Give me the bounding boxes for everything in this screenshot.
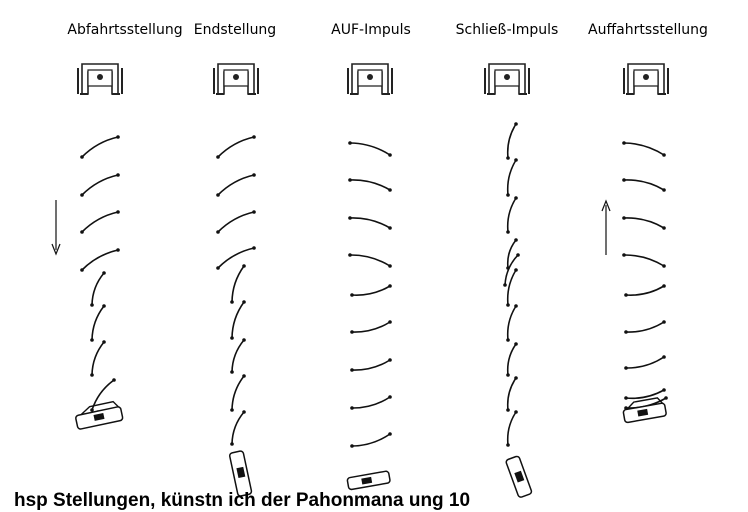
- arm-segment-icon: [232, 412, 244, 444]
- arm-segment-icon: [350, 143, 390, 155]
- monitor-base-icon: [74, 400, 123, 429]
- column-title-auf-impuls: AUF-Impuls: [331, 22, 411, 38]
- arm-segment-icon: [508, 270, 516, 305]
- arm-segment-icon: [82, 175, 118, 195]
- arm-segment-icon: [508, 124, 516, 158]
- column-title-auffahrtsstellung: Auffahrtsstellung: [588, 22, 708, 38]
- arm-segment-icon: [350, 218, 390, 228]
- arm-segment-icon: [218, 248, 254, 268]
- arm-segment-icon: [624, 218, 664, 228]
- arm-segment-icon: [626, 286, 664, 295]
- arm-segment-icon: [352, 322, 390, 332]
- arm-segment-icon: [352, 397, 390, 408]
- tabletop-mount-icon: [348, 64, 392, 94]
- arm-segment-icon: [82, 250, 118, 270]
- arm-segment-icon: [232, 376, 244, 410]
- column-title-abfahrtsstellung: Abfahrtsstellung: [67, 22, 183, 38]
- arm-segment-icon: [624, 143, 664, 155]
- arm-segment-icon: [82, 212, 118, 232]
- figure-caption: hsp Stellungen, künstn ich der Pahonmana ung 10: [14, 490, 471, 511]
- arm-segment-icon: [352, 434, 390, 446]
- tabletop-mount-icon: [624, 64, 668, 94]
- arm-segment-icon: [508, 198, 516, 232]
- arm-segment-icon: [82, 137, 118, 157]
- arm-segment-icon: [624, 180, 664, 190]
- arm-segment-icon: [350, 255, 390, 266]
- arm-segment-icon: [624, 255, 664, 266]
- arm-segment-icon: [232, 340, 244, 372]
- arm-segment-icon: [350, 180, 390, 190]
- arm-segment-icon: [508, 378, 516, 410]
- arm-segment-icon: [92, 273, 104, 305]
- arm-segment-icon: [232, 302, 244, 338]
- arm-segment-icon: [508, 306, 516, 340]
- arm-segment-icon: [218, 137, 254, 157]
- arm-segment-icon: [218, 212, 254, 232]
- arm-segment-icon: [626, 357, 664, 368]
- arm-segment-icon: [352, 360, 390, 370]
- arm-segment-icon: [92, 306, 104, 340]
- arm-segment-icon: [508, 412, 516, 445]
- arm-segment-icon: [626, 390, 664, 398]
- arm-segment-icon: [352, 286, 390, 295]
- tabletop-mount-icon: [214, 64, 258, 94]
- arm-segment-icon: [218, 175, 254, 195]
- tabletop-mount-icon: [485, 64, 529, 94]
- arm-segment-icon: [508, 160, 516, 195]
- arm-segment-icon: [232, 266, 244, 302]
- arm-segment-icon: [626, 322, 664, 332]
- column-title-endstellung: Endstellung: [193, 22, 277, 38]
- monitor-base-icon: [347, 471, 390, 490]
- tabletop-mount-icon: [78, 64, 122, 94]
- arm-segment-icon: [508, 344, 516, 375]
- monitor-base-icon: [622, 397, 667, 423]
- arm-segment-icon: [92, 342, 104, 375]
- column-title-schliess-impuls: Schließ-Impuls: [455, 22, 559, 38]
